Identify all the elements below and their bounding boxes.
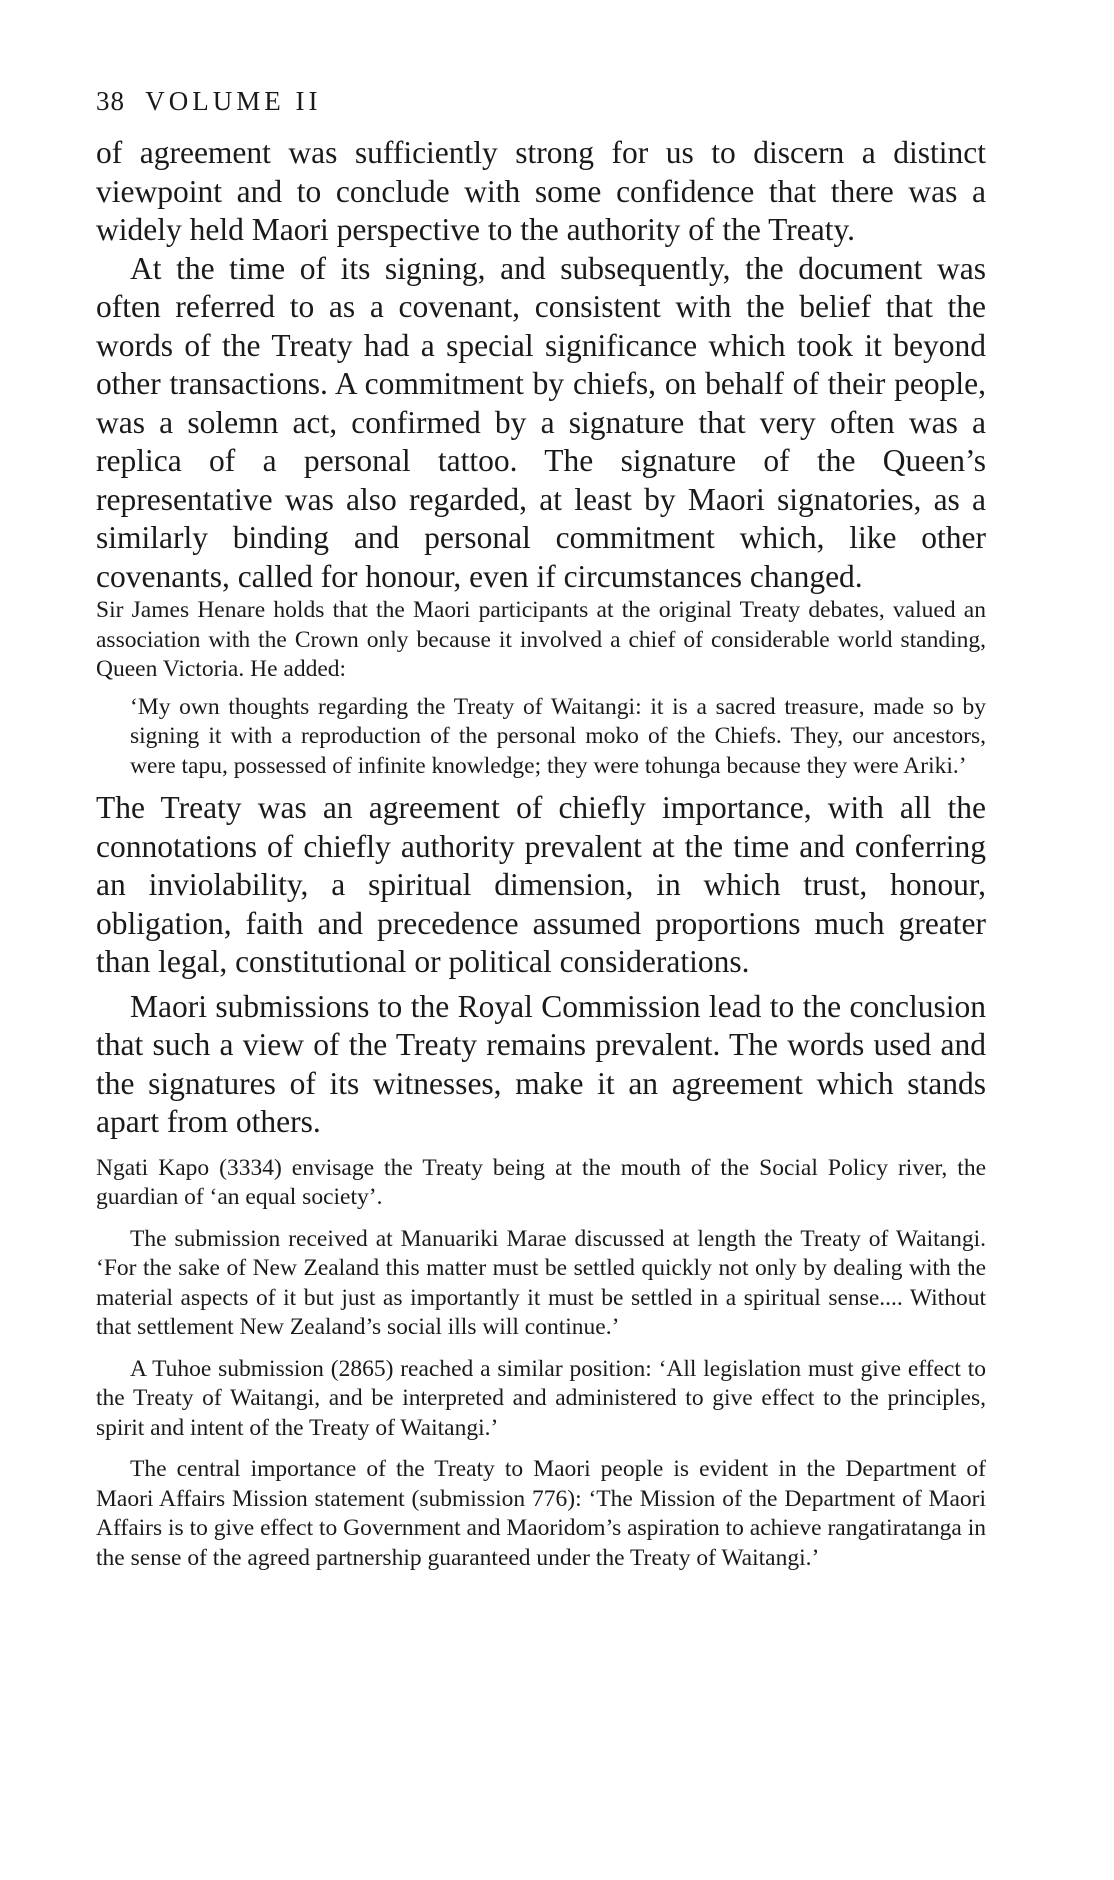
paragraph-manuariki-marae: The submission received at Manuariki Marae discussed at length the Treaty of Waitangi. ‘For the sake of New Zealand this matter must be settled quickly not only by dealing with the material aspects of it but just as importantly it must be settled in a spiritual sense.... Without that settlement New Zealand’s social ills will continue.’ [96, 1225, 986, 1340]
paragraph-maori-affairs: The central importance of the Treaty to Maori people is evident in the Department of Maori Affairs Mission statement (submission 776): ‘The Mission of the Department of Maori Affairs is to give effect to Government and Maoridom’s aspiration to achieve rangatiratanga in the sense of the agreed partnership guaranteed under the Treaty of Waitangi.’ [96, 1456, 986, 1571]
paragraph-covenant: At the time of its signing, and subsequently, the document was often referred to as a covenant, consistent with the belief that the words of the Treaty had a special significance which took it beyond other transactions. A commitment by chiefs, on behalf of their people, was a solemn act, confirmed by a signature that very often was a replica of a personal tattoo. The signature of the Queen’s representative was also regarded, at least by Maori signatories, as a similarly binding and personal commitment which, like other covenants, called for honour, even if circumstances changed. [96, 250, 986, 594]
running-head [96, 84, 986, 118]
paragraph-royal-commission: Maori submissions to the Royal Commission lead to the conclusion that such a view of the Treaty remains prevalent. The words used and the signatures of its witnesses, make it an agreement which stands apart from others. [96, 988, 986, 1139]
paragraph-chiefly-importance: The Treaty was an agreement of chiefly importance, with all the connotations of chiefly authority prevalent at the time and conferring an inviolability, a spiritual dimension, in which trust, honour, obligation, faith and precedence assumed proportions much greater than legal, constitutional or political considerations. [96, 790, 986, 979]
paragraph-ngati-kapo: Ngati Kapo (3334) envisage the Treaty being at the mouth of the Social Policy river, the guardian of ‘an equal society’. [96, 1154, 986, 1210]
paragraph-henare: Sir James Henare holds that the Maori participants at the original Treaty debates, valued an association with the Crown only because it involved a chief of considerable world standing, Queen Victoria. He added: [96, 597, 986, 682]
paragraph-tuhoe: A Tuhoe submission (2865) reached a similar position: ‘All legislation must give effect to the Treaty of Waitangi, and be interpreted and administered to give effect to the principles, spirit and intent of the Treaty of Waitangi.’ [96, 1355, 986, 1441]
quote-text: ‘My own thoughts regarding the Treaty of Waitangi: it is a sacred treasure, made so by signing it with a reproduction of the personal moko of the Chiefs. They, our ancestors, were tapu, possessed of infinite knowledge; they were tohunga because they were Ariki.’ [130, 693, 986, 779]
volume-label: VOLUME II [145, 86, 322, 116]
page-number: 38 [96, 86, 125, 116]
block-quote-henare [130, 693, 986, 782]
document-page [96, 84, 986, 1573]
paragraph-continuation: of agreement was sufficiently strong for us to discern a distinct viewpoint and to conclude with some confidence that there was a widely held Maori perspective to the authority of the Treaty. [96, 135, 986, 247]
